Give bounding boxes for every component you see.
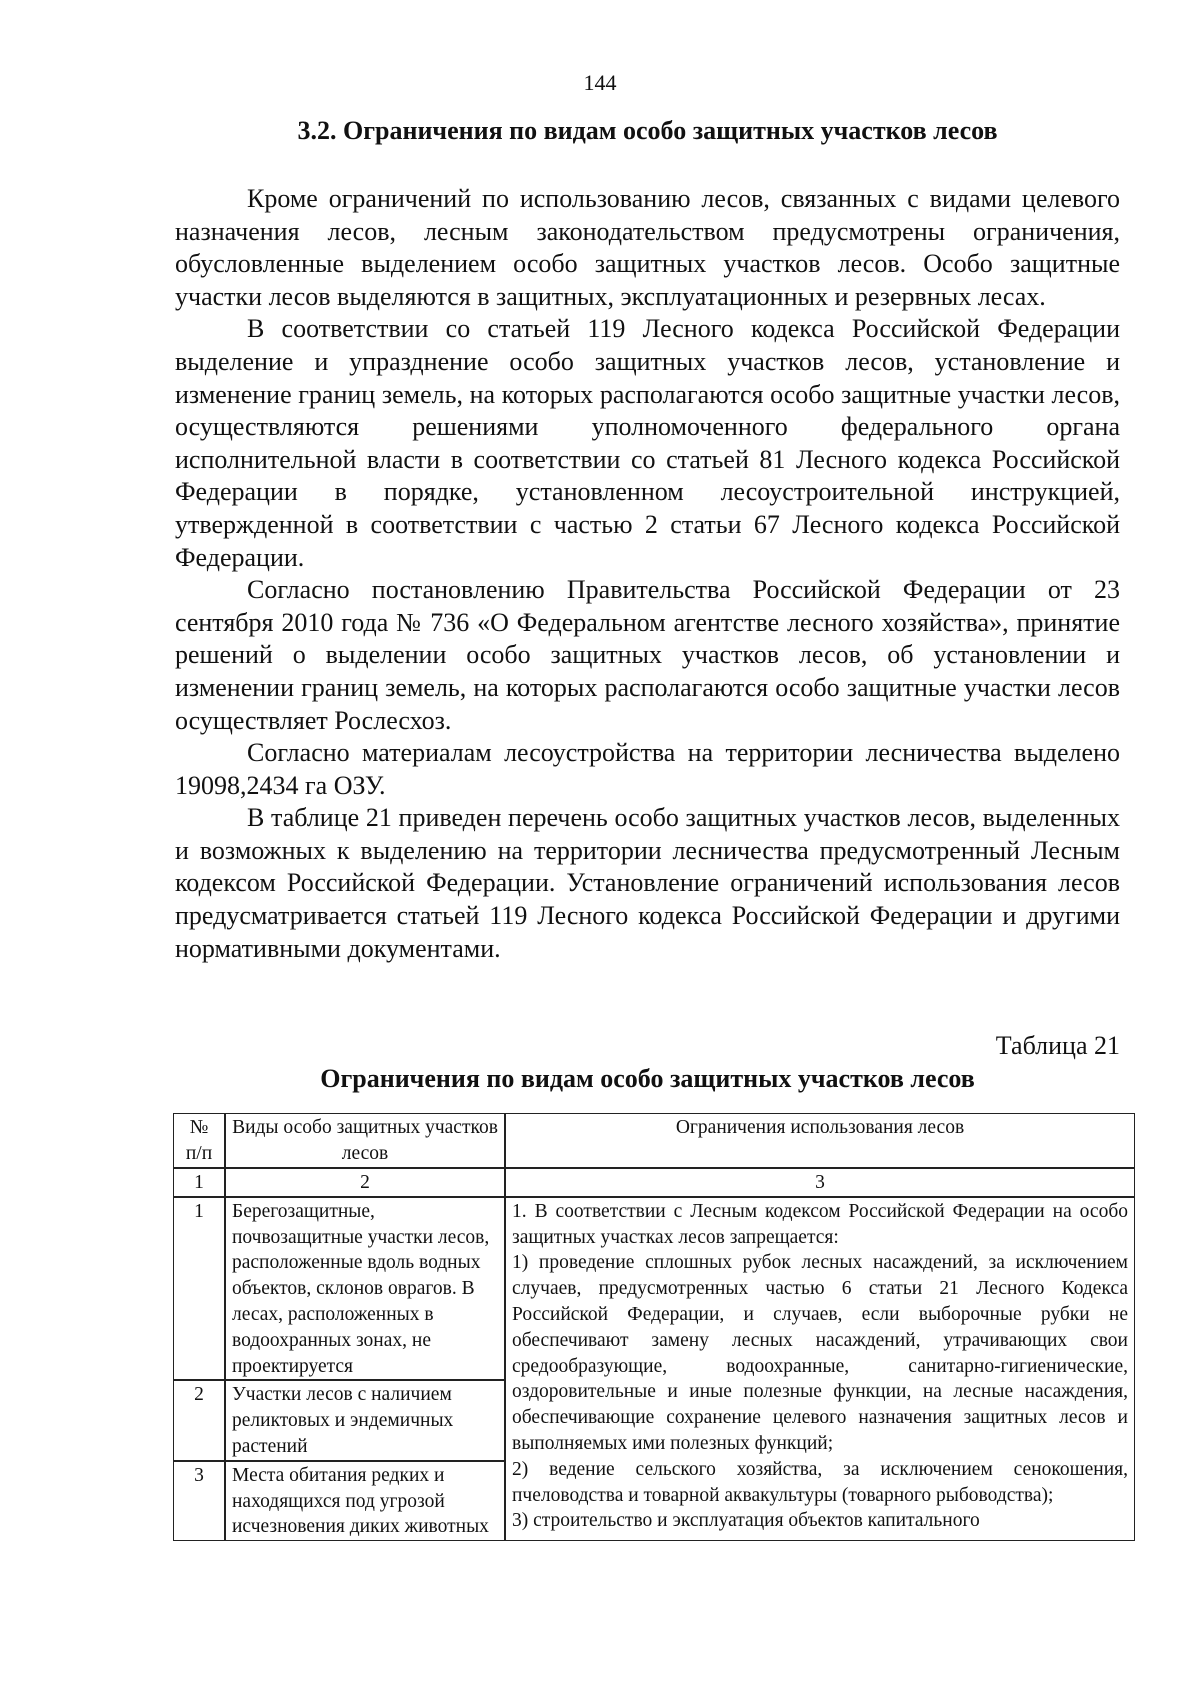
restrictions-table <box>173 1113 1135 1541</box>
row-number: 3 <box>173 1461 225 1541</box>
restriction-item: 2) ведение сельского хозяйства, за исключением сенокошения, пчеловодства и товарной аквакультуры (товарного рыбоводства); <box>512 1458 1128 1506</box>
row-type: Места обитания редких и находящихся под угрозой исчезновения диких животных <box>225 1461 505 1541</box>
paragraph: Согласно материалам лесоустройства на территории лесничества выделено 19098,2434 га ОЗУ. <box>175 738 1120 800</box>
row-type: Участки лесов с наличием реликтовых и эндемичных растений <box>225 1380 505 1460</box>
body-text <box>175 183 1120 965</box>
paragraph: Кроме ограничений по использованию лесов, связанных с видами целевого назначения лесов, лесным законодательством предусмотрены ограничения, обусловленные выделением особо защитных участков лесов. Особо защитные участки лесов выделяются в защитных, эксплуатационных и резервных лесах. <box>175 184 1120 311</box>
row-type: Берегозащитные, почвозащитные участки лесов, расположенные вдоль водных объектов, склонов оврагов. В лесах, расположенных в водоохранных зонах, не проектируется <box>225 1197 505 1381</box>
table-row <box>173 1197 1135 1381</box>
table-caption: Таблица 21 <box>995 1031 1120 1060</box>
restriction-item: 1) проведение сплошных рубок лесных насаждений, за исключением случаев, предусмотренных частью 6 статьи 21 Лесного Кодекса Российской Федерации, и случаев, если выборочные рубки не обеспечивают замену лесных насаждений, утрачивающих свои средообразующие, водоохранные, санитарно-гигиенические, оздоровительные и иные полезные функции, на лесные насаждения, обеспечивающие сохранение целевого назначения защитных лесов и выполняемых ими полезных функций; <box>512 1252 1128 1454</box>
table-column-numbers-row <box>173 1168 1135 1197</box>
paragraph: В соответствии со статьей 119 Лесного кодекса Российской Федерации выделение и упразднение особо защитных участков лесов, установление и изменение границ земель, на которых располагаются особо защитные участки лесов, осуществляются решениями уполномоченного федерального органа исполнительной власти в соответствии со статьей 81 Лесного кодекса Российской Федерации в порядке, установленном лесоустроительной инструкцией, утвержденной в соответствии с частью 2 статьи 67 Лесного кодекса Российской Федерации. <box>175 314 1120 572</box>
header-restrictions: Ограничения использования лесов <box>505 1113 1135 1168</box>
paragraph: Согласно постановлению Правительства Российской Федерации от 23 сентября 2010 года № 736 «О Федеральном агентстве лесного хозяйства», принятие решений о выделении особо защитных участков лесов, об установлении и изменении границ земель, на которых располагаются особо защитные участки лесов осуществляет Рослесхоз. <box>175 575 1120 735</box>
row-number: 2 <box>173 1380 225 1460</box>
row-number: 1 <box>173 1197 225 1381</box>
header-number: № п/п <box>173 1113 225 1168</box>
restriction-item: 3) строительство и эксплуатация объектов капитального <box>512 1510 980 1532</box>
table-title: Ограничения по видам особо защитных участков лесов <box>320 1064 975 1093</box>
restrictions-cell <box>505 1197 1135 1541</box>
column-number: 2 <box>225 1168 505 1197</box>
header-type: Виды особо защитных участков лесов <box>225 1113 505 1168</box>
restriction-item: 1. В соответствии с Лесным кодексом Российской Федерации на особо защитных участках лесов запрещается: <box>512 1200 1128 1248</box>
section-title: 3.2. Ограничения по видам особо защитных участков лесов <box>297 116 998 145</box>
page-number: 144 <box>583 70 617 95</box>
column-number: 3 <box>505 1168 1135 1197</box>
table-header-row <box>173 1113 1135 1168</box>
paragraph: В таблице 21 приведен перечень особо защитных участков лесов, выделенных и возможных к выделению на территории лесничества предусмотренный Лесным кодексом Российской Федерации. Установление ограничений использования лесов предусматривается статьей 119 Лесного кодекса Российской Федерации и другими нормативными документами. <box>175 803 1120 963</box>
column-number: 1 <box>173 1168 225 1197</box>
